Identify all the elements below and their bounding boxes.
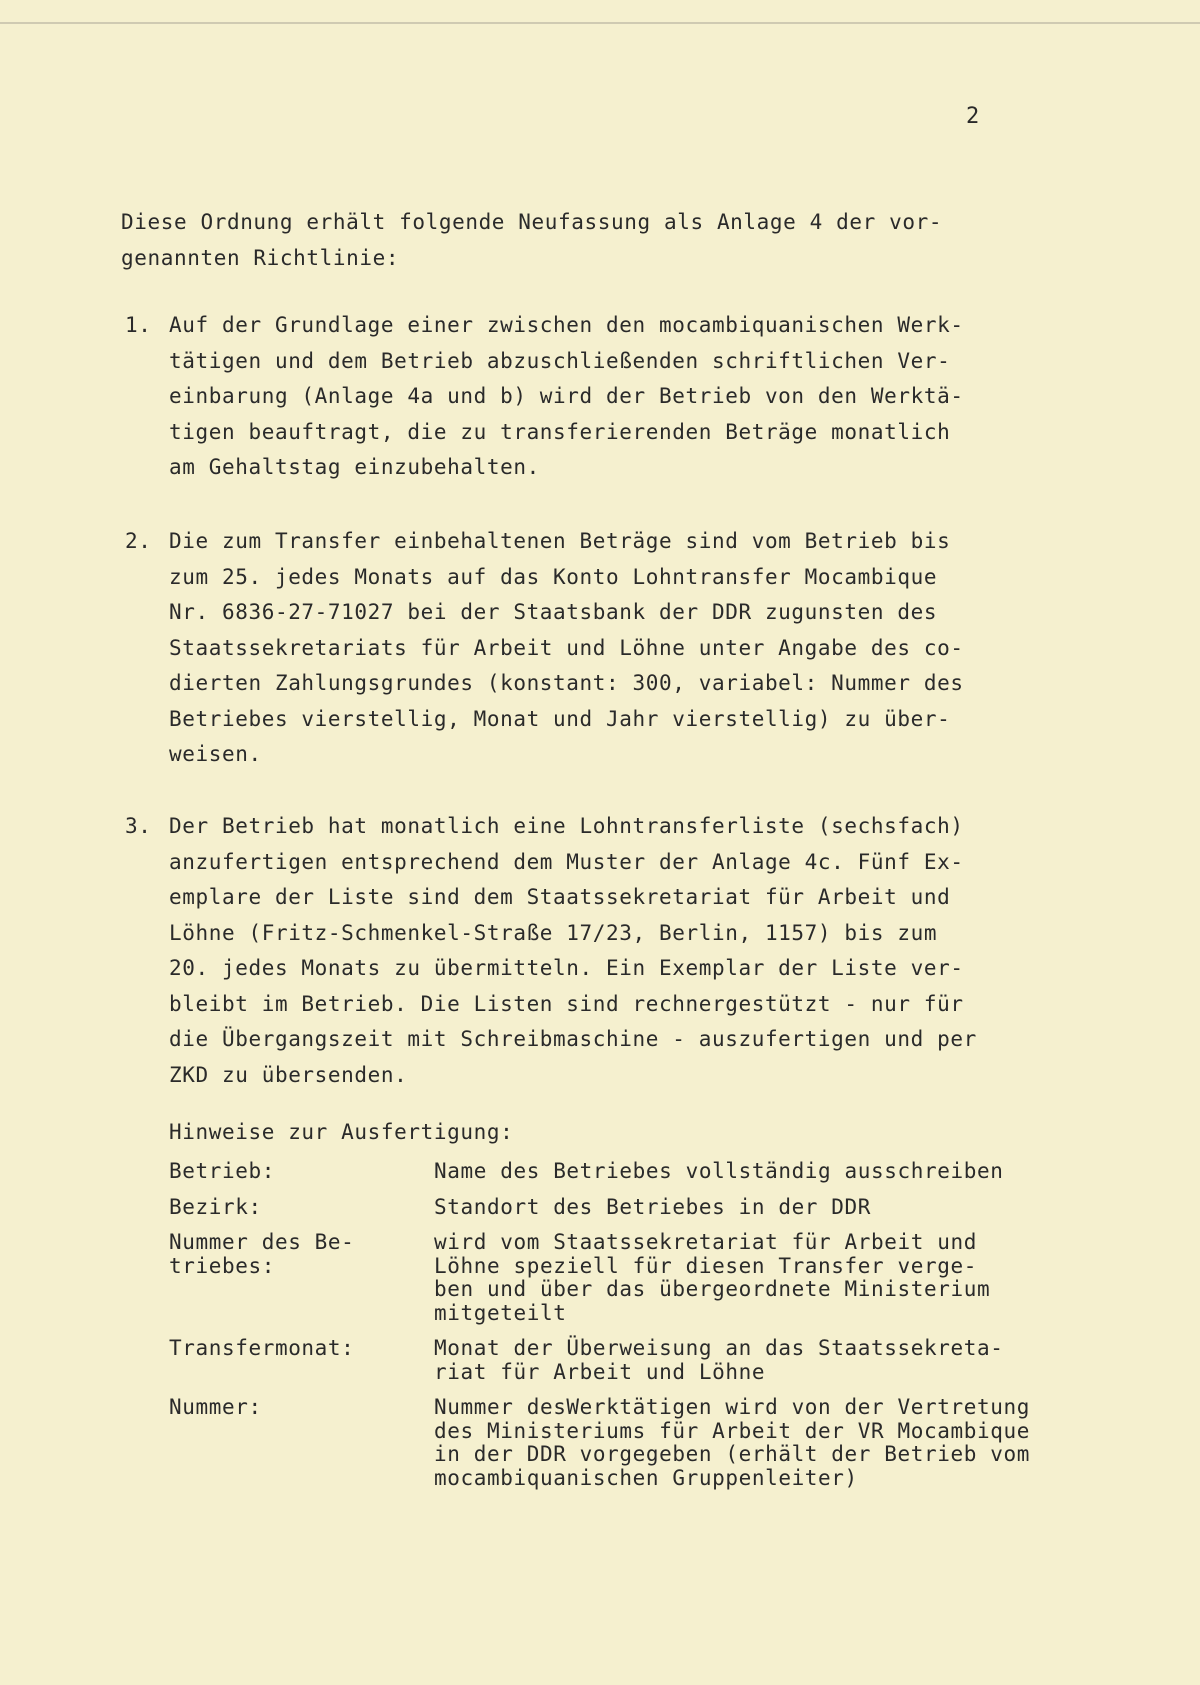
hinweise-description: Name des Betriebes vollständig ausschreiben	[434, 1159, 1004, 1183]
hinweise-description: wird vom Staatssekretariat für Arbeit und Löhne speziell für diesen Transfer verge- ben und über das übergeordnete Ministerium mitgeteilt	[434, 1230, 991, 1325]
text-line: ZKD zu übersenden.	[169, 1062, 408, 1087]
text-line: Die zum Transfer einbehaltenen Beträge sind vom Betrieb bis	[169, 529, 951, 553]
text-line: tigen beauftragt, die zu transferierenden Beträge monatlich	[169, 419, 951, 444]
item-number: 1.	[125, 313, 152, 337]
text-line: bleibt im Betrieb. Die Listen sind rechnergestützt - nur für	[169, 991, 964, 1016]
text-line: Auf der Grundlage einer zwischen den mocambiquanischen Werk-	[169, 313, 964, 337]
item-number: 2.	[125, 529, 152, 553]
text-line: einbarung (Anlage 4a und b) wird der Betrieb von den Werktä-	[169, 384, 964, 408]
text-line: Diese Ordnung erhält folgende Neufassung als Anlage 4 der vor-	[121, 210, 943, 234]
page-number: 2	[966, 104, 980, 129]
text-line: anzufertigen entsprechend dem Muster der Anlage 4c. Fünf Ex-	[169, 849, 964, 874]
text-line: emplare der Liste sind dem Staatssekretariat für Arbeit und	[169, 885, 951, 909]
hinweise-term: Betrieb:	[169, 1159, 275, 1183]
hinweise-description: Nummer desWerktätigen wird von der Vertretung des Ministeriums für Arbeit der VR Mocambique in der DDR vorgegeben (erhält der Betrieb vom mocambiquanischen Gruppenleiter)	[434, 1395, 1030, 1490]
text-line: Nr. 6836-27-71027 bei der Staatsbank der DDR zugunsten des	[169, 600, 938, 624]
hinweise-heading: Hinweise zur Ausfertigung:	[169, 1120, 514, 1144]
page-top-edge	[0, 22, 1200, 24]
item-body	[169, 809, 977, 1093]
hinweise-description: Standort des Betriebes in der DDR	[434, 1194, 872, 1219]
item-body	[169, 524, 964, 773]
hinweise-row	[169, 1196, 1030, 1220]
text-line: die Übergangszeit mit Schreibmaschine - auszufertigen und per	[169, 1027, 977, 1051]
hinweise-row	[169, 1337, 1030, 1384]
hinweise-description: Monat der Überweisung an das Staatssekreta- riat für Arbeit und Löhne	[434, 1336, 1004, 1384]
text-line: Der Betrieb hat monatlich eine Lohntransferliste (sechsfach)	[169, 814, 964, 838]
text-line: tätigen und dem Betrieb abzuschließenden schriftlichen Ver-	[169, 348, 951, 373]
hinweise-term: Nummer:	[169, 1395, 262, 1419]
text-line: Löhne (Fritz-Schmenkel-Straße 17/23, Berlin, 1157) bis zum	[169, 920, 938, 945]
intro-paragraph	[121, 205, 942, 276]
text-line: Staatssekretariats für Arbeit und Löhne unter Angabe des co-	[169, 635, 964, 660]
item-number: 3.	[125, 814, 152, 838]
hinweise-row	[169, 1396, 1030, 1490]
item-body	[169, 308, 964, 486]
hinweise-row	[169, 1160, 1030, 1184]
text-line: 20. jedes Monats zu übermitteln. Ein Exemplar der Liste ver-	[169, 956, 964, 980]
text-line: dierten Zahlungsgrundes (konstant: 300, variabel: Nummer des	[169, 671, 964, 695]
text-line: am Gehaltstag einzubehalten.	[169, 455, 540, 479]
hinweise-row	[169, 1231, 1030, 1325]
hinweise-list	[169, 1160, 1030, 1502]
hinweise-term: Nummer des Be- triebes:	[169, 1230, 355, 1278]
hinweise-term: Transfermonat:	[169, 1336, 355, 1360]
text-line: zum 25. jedes Monats auf das Konto Lohntransfer Mocambique	[169, 564, 938, 589]
text-line: genannten Richtlinie:	[121, 245, 400, 270]
hinweise-term: Bezirk:	[169, 1194, 262, 1219]
text-line: Betriebes vierstellig, Monat und Jahr vierstellig) zu über-	[169, 706, 951, 731]
text-line: weisen.	[169, 742, 262, 766]
